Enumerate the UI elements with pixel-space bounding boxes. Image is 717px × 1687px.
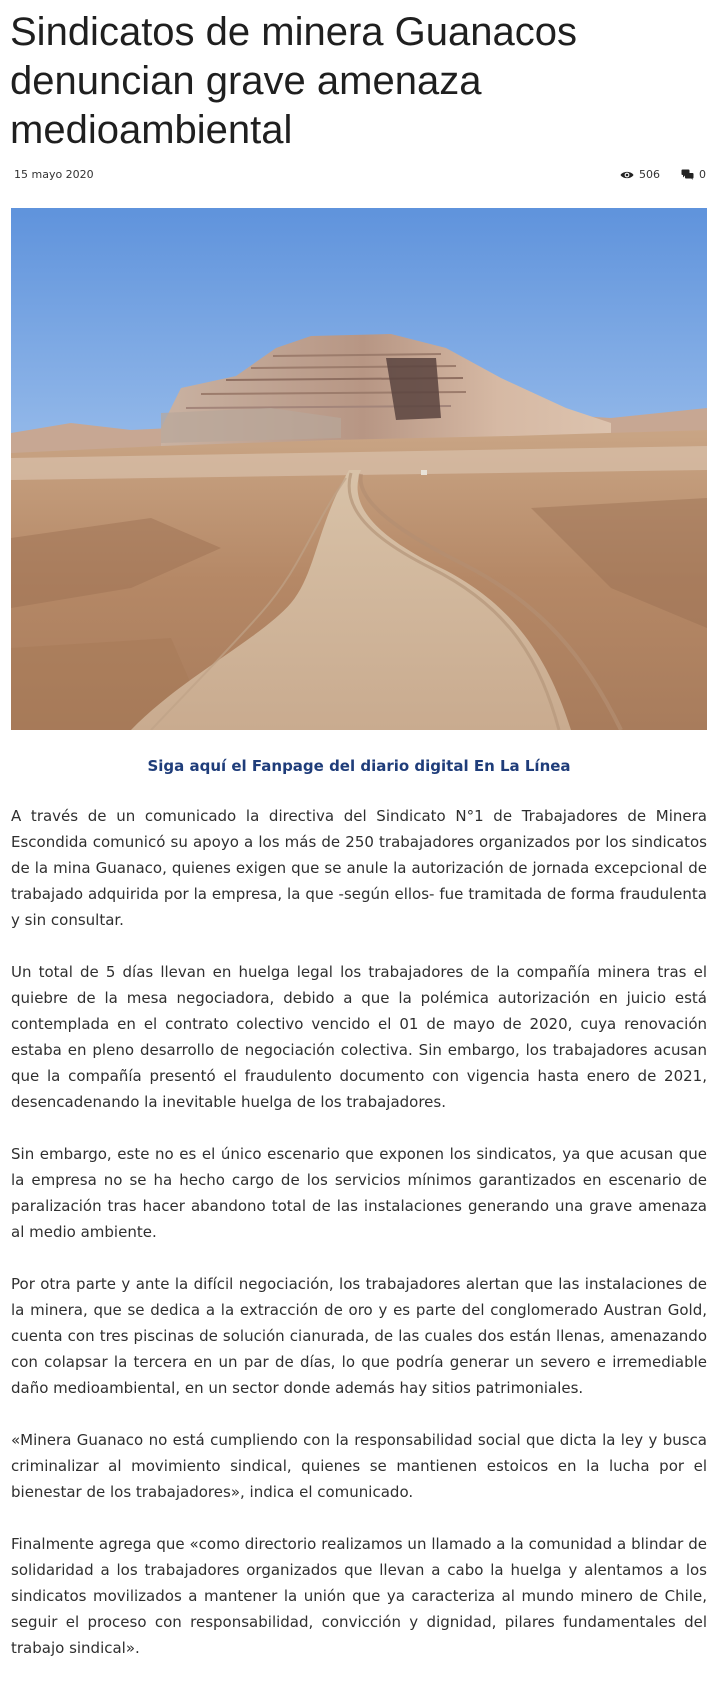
- article-title: Sindicatos de minera Guanacos denuncian grave amenaza medioambiental: [10, 10, 577, 152]
- article-paragraph: Por otra parte y ante la difícil negociación, los trabajadores alertan que las instalaciones de la minera, que se dedica a la extracción de oro y es parte del conglomerado Austran Gold, cuenta con tres piscinas de solución cianurada, de las cuales dos están llenas, amenazando con colapsar la tercera en un par de días, lo que podría generar un severo e irremediable daño medioambiental, en un sector donde además hay sitios patrimoniales.: [11, 1275, 707, 1397]
- comment-count-value: 0: [699, 168, 706, 181]
- view-count-value: 506: [639, 168, 660, 181]
- article-meta: [14, 166, 706, 184]
- article-paragraph: «Minera Guanaco no está cumpliendo con la responsabilidad social que dicta la ley y busca criminalizar al movimiento sindical, quienes se mantienen estoicos en la lucha por el bienestar de los trabajadores», indica el comunicado.: [11, 1431, 707, 1501]
- comments-icon: [681, 169, 694, 180]
- view-count: [620, 168, 660, 181]
- comment-count[interactable]: [681, 168, 706, 181]
- eye-icon: [620, 170, 634, 180]
- article-paragraph: Sin embargo, este no es el único escenario que exponen los sindicatos, ya que acusan que la empresa no se ha hecho cargo de los servicios mínimos garantizados en escenario de paralización tras hacer abandono total de las instalaciones generando una grave amenaza al medio ambiente.: [11, 1145, 707, 1241]
- article-paragraph: A través de un comunicado la directiva del Sindicato N°1 de Trabajadores de Minera Escondida comunicó su apoyo a los más de 250 trabajadores organizados por los sindicatos de la mina Guanaco, quienes exigen que se anule la autorización de jornada excepcional de trabajado adquirida por la empresa, la que -según ellos- fue tramitada de forma fraudulenta y sin consultar.: [11, 807, 707, 929]
- fanpage-link[interactable]: Siga aquí el Fanpage del diario digital En La Línea: [147, 757, 571, 775]
- article-body: [11, 803, 707, 1687]
- article-paragraph: Finalmente agrega que «como directorio realizamos un llamado a la comunidad a blindar de solidaridad a los trabajadores organizados que llevan a cabo la huelga y alentamos a los sindicatos movilizados a mantener la unión que ya caracteriza al mundo minero de Chile, seguir el proceso con responsabilidad, convicción y dignidad, pilares fundamentales del trabajo sindical».: [11, 1535, 707, 1657]
- hero-image: [11, 208, 707, 730]
- article-paragraph: Un total de 5 días llevan en huelga legal los trabajadores de la compañía minera tras el quiebre de la mesa negociadora, debido a que la polémica autorización en juicio está contemplada en el contrato colectivo vencido el 01 de mayo de 2020, cuya renovación estaba en pleno desarrollo de negociación colectiva. Sin embargo, los trabajadores acusan que la compañía presentó el fraudulento documento con vigencia hasta enero de 2021, desencadenando la inevitable huelga de los trabajadores.: [11, 963, 707, 1111]
- publish-date: 15 mayo 2020: [14, 168, 94, 181]
